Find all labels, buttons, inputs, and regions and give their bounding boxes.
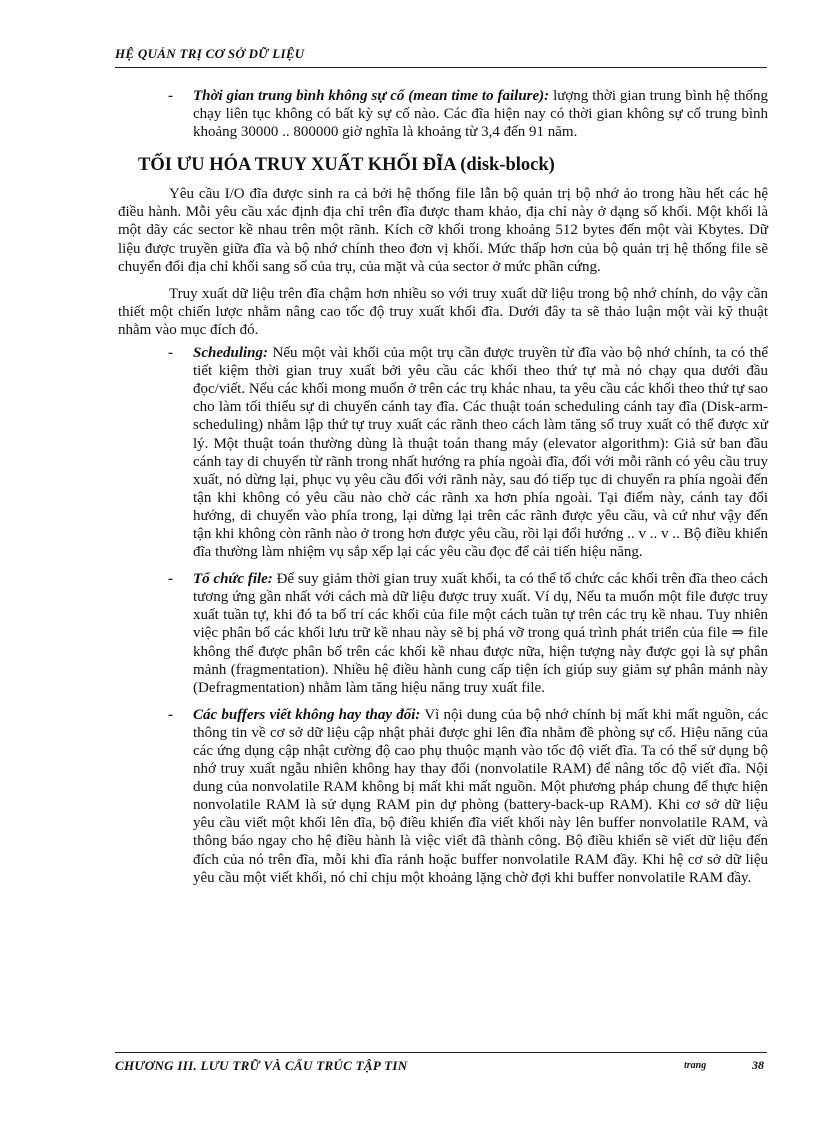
page-number: 38 (752, 1058, 764, 1072)
page-header-title: HỆ QUẢN TRỊ CƠ SỞ DỮ LIỆU (115, 46, 305, 61)
mttf-term: Thời gian trung bình không sự cố (mean time to failure): (193, 88, 550, 104)
bullet-dash: - (168, 571, 173, 588)
footer-chapter-title: CHƯƠNG III. LƯU TRỮ VÀ CẤU TRÚC TẬP TIN (115, 1058, 408, 1073)
bullet-dash: - (168, 345, 173, 362)
paragraph: Truy xuất dữ liệu trên đĩa chậm hơn nhiều so với truy xuất dữ liệu trong bộ nhớ chính, do vậy cần thiết một chiến lược nhằm nâng cao tốc độ truy xuất khối đĩa. Dưới đây ta sẽ thảo luận một vài kỹ thuật nhằm vào mục đích đó. (118, 285, 768, 338)
technique-text: Vì nội dung của bộ nhớ chính bị mất khi mất nguồn, các thông tin về cơ sở dữ liệu cập nhật phải được ghi lên đĩa nhằm đề phòng sự cố. Hiệu năng của các ứng dụng cập nhật cường độ cao phụ thuộc mạnh vào tốc độ viết đĩa. Ta có thể sử dụng bộ nhớ truy xuất ngẫu nhiên không hay thay đổi (nonvolatile RAM) để nâng tốc độ viết đĩa. Nội dung của nonvolatile RAM không bị mất khi mất nguồn. Một phương pháp chung để thực hiện nonvolatile RAM là sử dụng RAM pin dự phòng (battery-back-up RAM). Khi cơ sở dữ liệu yêu cầu viết một khối lên đĩa, bộ điều khiển đĩa viết khối này lên buffer nonvolatile RAM, và thông báo ngay cho hệ điều hành là việc viết đã thành công. Bộ điều khiển sẽ viết dữ liệu đến đích của nó trên đĩa, mỗi khi đĩa rảnh hoặc buffer nonvolatile RAM đầy. Khi hệ cơ sở dữ liệu yêu cầu một viết khối, nó chỉ chịu một khoảng lặng chờ đợi khi buffer nonvolatile RAM đầy. (193, 706, 768, 886)
mttf-text: lượng thời gian trung bình hệ thống chạy liên tục không có bất kỳ sự cố nào. Các đĩa hiện nay có thời gian không sự cố trung bình khoảng 30000 .. 800000 giờ nghĩa là khoảng từ 3,4 đến 91 năm. (193, 88, 768, 141)
paragraph: Yêu cầu I/O đĩa được sinh ra cả bởi hệ thống file lẫn bộ quản trị bộ nhớ ảo trong hầu hết các hệ điều hành. Mỗi yêu cầu xác định địa chỉ trên đĩa được tham khảo, địa chỉ này ở dạng số khối. Một khối là một dãy các sector kề nhau trên một rãnh. Kích cỡ khối trong khoảng 512 bytes đến một vài Kbytes. Dữ liệu được truyền giữa đĩa và bộ nhớ chính theo đơn vị khối. Mức thấp hơn của bộ quản trị hệ thống file sẽ chuyển đổi địa chỉ khối sang số của trụ, của mặt và của sector ở mức phần cứng. (118, 186, 768, 275)
technique-file-organization (118, 570, 768, 697)
technique-term: Scheduling: (193, 345, 269, 362)
technique-term: Tổ chức file: (193, 571, 273, 588)
mttf-bullet (118, 87, 768, 141)
header-divider (115, 67, 767, 68)
bullet-dash: - (168, 706, 173, 723)
technique-nonvolatile-buffers (118, 706, 768, 887)
technique-scheduling (118, 344, 768, 561)
page-body (118, 87, 768, 887)
footer-page-label: trang (684, 1060, 707, 1071)
footer-divider (115, 1052, 767, 1053)
technique-text: Nếu một vài khối của một trụ cần được truyền từ đĩa vào bộ nhớ chính, ta có thể tiết kiệm thời gian truy xuất bởi yêu cầu các khối theo thứ tự mà nó chạy qua dưới đầu đọc/viết. Nếu các khối mong muốn ở trên các trụ khác nhau, ta yêu cầu các khối theo thứ tự sao cho làm tối thiểu sự di chuyển cánh tay đĩa. Các thuật toán scheduling cánh tay đĩa (Disk-arm-scheduling) nhằm lập thứ tự truy xuất các rãnh theo cách làm tăng số truy xuất có thể được xử lý. Một thuật toán thường dùng là thuật toán thang máy (elevator algorithm): Giả sử ban đầu cánh tay di chuyển từ rãnh trong nhất hướng ra phía ngoài đĩa, đối với mỗi rãnh có yêu cầu truy xuất, nó dừng lại, phục vụ yêu cầu đối với rãnh này, sau đó tiếp tục di chuyển ra phía ngoài đến tận khi không có yêu cầu nào chờ các rãnh xa hơn phía ngoài. Tại điểm này, cánh tay đổi hướng, di chuyển vào phía trong, lại dừng lại trên các rãnh được yêu cầu, và cứ như vậy đến tận khi không còn rãnh nào ở trong hơn được yêu cầu, rồi lại đổi hướng .. v .. v .. Bộ điều khiển đĩa thường làm nhiệm vụ sắp xếp lại các yêu cầu đọc để cải tiến hiệu năng. (193, 345, 768, 561)
technique-text: Để suy giảm thời gian truy xuất khối, ta có thể tổ chức các khối trên đĩa theo cách tương ứng gần nhất với cách mà dữ liệu được truy xuất. Ví dụ, Nếu ta muốn một file được truy xuất tuần tự, khi đó ta bố trí các khối của file một cách tuần tự trên các trụ kề nhau. Tuy nhiên việc phân bố các khối lưu trữ kề nhau này sẽ bị phá vỡ trong quá trình phát triển của file ⇒ file không thể được phân bố trên các khối kề nhau được nữa, hiện tượng này được gọi là sự phân mảnh (fragmentation). Nhiều hệ điều hành cung cấp tiện ích giúp suy giảm sự phân mảnh này (Defragmentation) nhằm làm tăng hiệu năng truy xuất file. (193, 571, 768, 696)
section-title: TỐI ƯU HÓA TRUY XUẤT KHỐI ĐĨA (disk-block) (138, 155, 555, 176)
technique-term: Các buffers viết không hay thay đổi: (193, 706, 421, 723)
bullet-dash: - (168, 88, 173, 104)
